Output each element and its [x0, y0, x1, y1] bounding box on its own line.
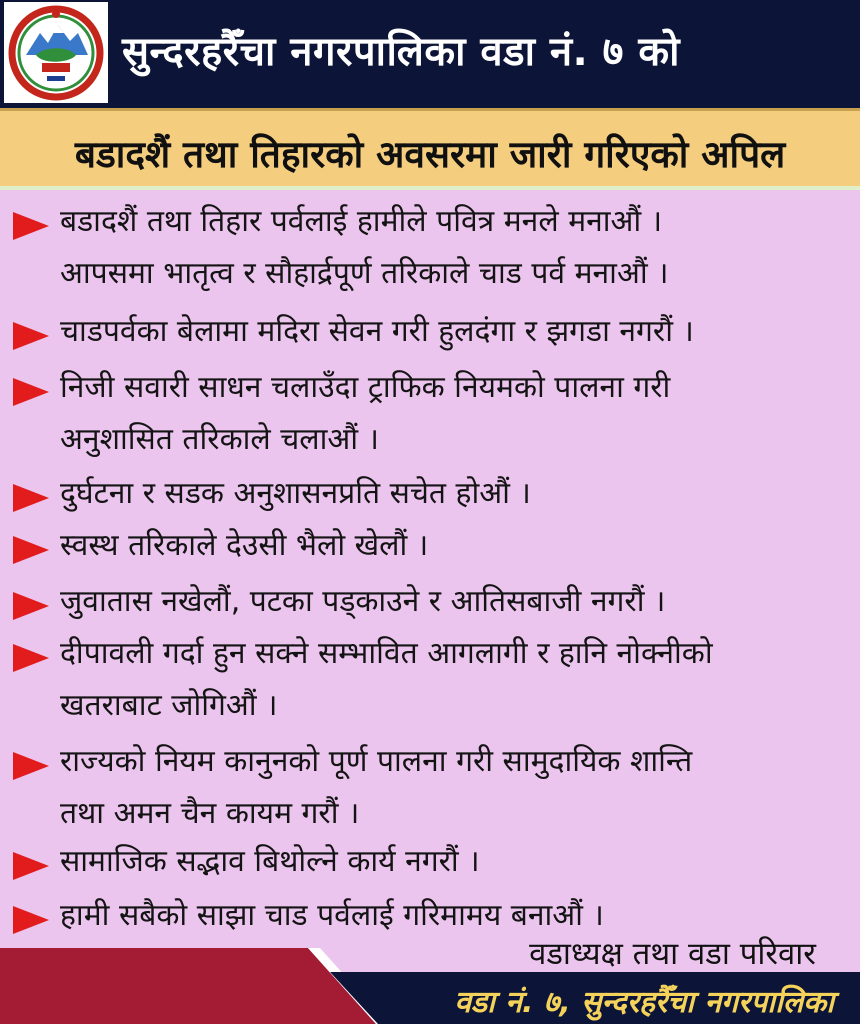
triangle-bullet-icon: [13, 322, 49, 350]
appeal-text: सामाजिक सद्भाव बिथोल्ने कार्य नगरौं ।: [60, 844, 480, 879]
appeal-text: निजी सवारी साधन चलाउँदा ट्राफिक नियमको पालना गरी अनुशासित तरिकाले चलाऔं ।: [60, 370, 671, 457]
triangle-bullet-icon: [13, 536, 49, 564]
triangle-bullet-icon: [13, 752, 49, 780]
triangle-bullet-icon: [13, 212, 49, 240]
appeal-title-banner: [0, 108, 860, 189]
triangle-bullet-icon: [13, 852, 49, 880]
appeal-text: दीपावली गर्दा हुन सक्ने सम्भावित आगलागी र हानि नोक्नीको खतराबाट जोगिऔं ।: [60, 636, 713, 723]
triangle-bullet-icon: [13, 644, 49, 672]
appeal-text: चाडपर्वका बेलामा मदिरा सेवन गरी हुलदंगा र झगडा नगरौं ।: [60, 314, 694, 349]
appeal-text: बडादशैं तथा तिहार पर्वलाई हामीले पवित्र मनले मनाऔं । आपसमा भातृत्व र सौहार्द्रपूर्ण तरिकाले चाड पर्व मनाऔं ।: [60, 204, 669, 291]
header-title: सुन्दरहरैँचा नगरपालिका वडा नं. ७ को: [122, 29, 680, 75]
nepal-emblem-icon: [4, 2, 108, 103]
divider: [0, 186, 860, 190]
header-bar: [0, 0, 860, 108]
appeal-text: जुवातास नखेलौं, पटका पड्काउने र आतिसबाजी नगरौं ।: [60, 584, 666, 619]
triangle-bullet-icon: [13, 906, 49, 934]
triangle-bullet-icon: [13, 592, 49, 620]
appeal-text: हामी सबैको साझा चाड पर्वलाई गरिमामय बनाऔं ।: [60, 898, 604, 933]
signature: वडाध्यक्ष तथा वडा परिवार: [529, 936, 816, 972]
footer-text: वडा नं. ७, सुन्दरहरैँचा नगरपालिका: [454, 985, 834, 1020]
appeal-text: स्वस्थ तरिकाले देउसी भैलो खेलौं ।: [60, 528, 429, 563]
triangle-bullet-icon: [13, 484, 49, 512]
appeal-text: दुर्घटना र सडक अनुशासनप्रति सचेत होऔं ।: [60, 476, 531, 511]
appeal-text: राज्यको नियम कानुनको पूर्ण पालना गरी सामुदायिक शान्ति तथा अमन चैन कायम गरौं ।: [60, 744, 693, 831]
appeal-title: बडादशैं तथा तिहारको अवसरमा जारी गरिएको अपिल: [74, 133, 786, 176]
triangle-bullet-icon: [13, 378, 49, 406]
